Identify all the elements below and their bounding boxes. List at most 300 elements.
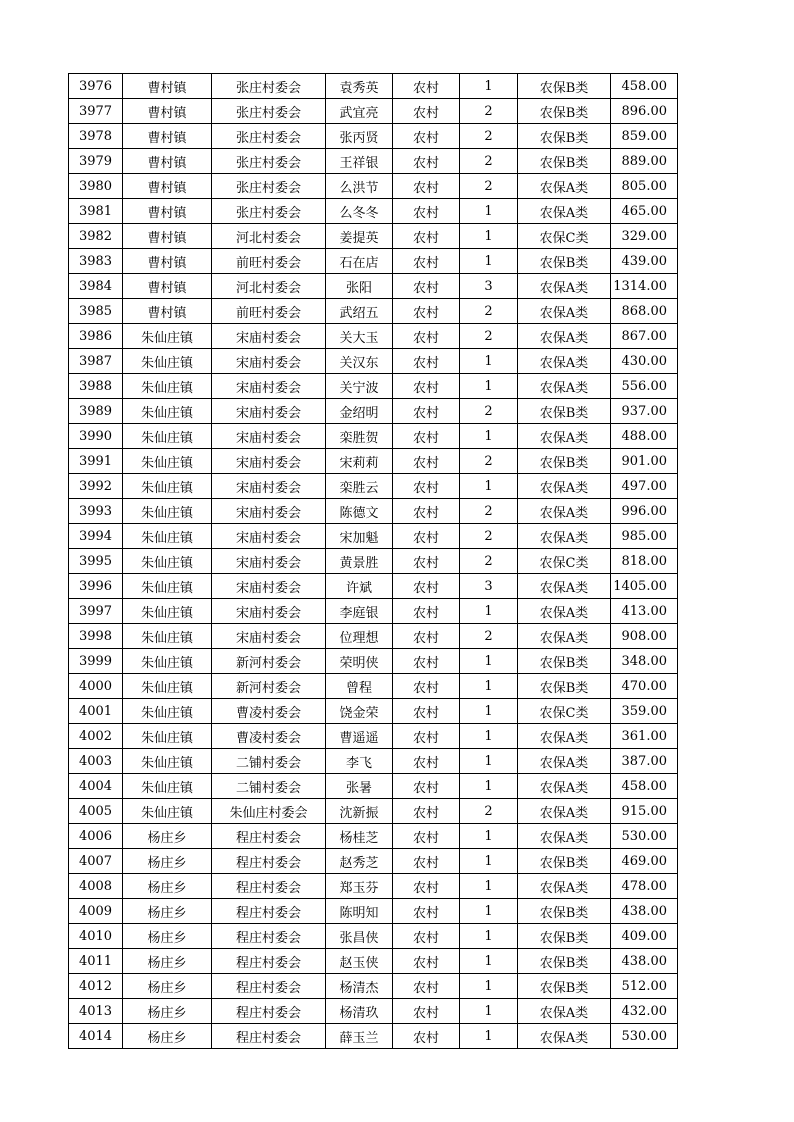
person-name-cell: 陈德文 [326,499,393,524]
person-name-cell: 曾程 [326,674,393,699]
row-number-cell: 3980 [69,174,123,199]
town-cell: 朱仙庄镇 [123,474,212,499]
insurance-class-cell: 农保B类 [518,674,611,699]
town-cell: 曹村镇 [123,299,212,324]
amount-cell: 530.00 [611,1024,678,1049]
insurance-class-cell: 农保B类 [518,249,611,274]
town-cell: 曹村镇 [123,249,212,274]
area-type-cell: 农村 [393,624,460,649]
person-name-cell: 关汉东 [326,349,393,374]
town-cell: 朱仙庄镇 [123,599,212,624]
amount-cell: 469.00 [611,849,678,874]
household-count-cell: 2 [460,799,518,824]
table-row [69,724,678,749]
row-number-cell: 3982 [69,224,123,249]
amount-cell: 361.00 [611,724,678,749]
person-name-cell: 位理想 [326,624,393,649]
town-cell: 朱仙庄镇 [123,324,212,349]
area-type-cell: 农村 [393,574,460,599]
amount-cell: 530.00 [611,824,678,849]
insurance-class-cell: 农保A类 [518,824,611,849]
amount-cell: 432.00 [611,999,678,1024]
town-cell: 曹村镇 [123,274,212,299]
insurance-class-cell: 农保A类 [518,324,611,349]
household-count-cell: 2 [460,149,518,174]
household-count-cell: 1 [460,224,518,249]
town-cell: 朱仙庄镇 [123,674,212,699]
amount-cell: 488.00 [611,424,678,449]
person-name-cell: 杨清杰 [326,974,393,999]
household-count-cell: 1 [460,924,518,949]
amount-cell: 818.00 [611,549,678,574]
row-number-cell: 3989 [69,399,123,424]
household-count-cell: 1 [460,774,518,799]
amount-cell: 430.00 [611,349,678,374]
row-number-cell: 3993 [69,499,123,524]
area-type-cell: 农村 [393,324,460,349]
household-count-cell: 3 [460,574,518,599]
village-committee-cell: 朱仙庄村委会 [212,799,326,824]
row-number-cell: 3997 [69,599,123,624]
village-committee-cell: 程庄村委会 [212,899,326,924]
household-count-cell: 2 [460,324,518,349]
village-committee-cell: 宋庙村委会 [212,349,326,374]
row-number-cell: 4008 [69,874,123,899]
table-row [69,824,678,849]
row-number-cell: 3977 [69,99,123,124]
area-type-cell: 农村 [393,749,460,774]
amount-cell: 439.00 [611,249,678,274]
town-cell: 杨庄乡 [123,874,212,899]
row-number-cell: 4003 [69,749,123,774]
insurance-class-cell: 农保A类 [518,999,611,1024]
town-cell: 朱仙庄镇 [123,699,212,724]
table-row [69,849,678,874]
household-count-cell: 1 [460,724,518,749]
village-committee-cell: 新河村委会 [212,674,326,699]
village-committee-cell: 程庄村委会 [212,824,326,849]
table-row [69,524,678,549]
village-committee-cell: 宋庙村委会 [212,549,326,574]
insurance-class-cell: 农保A类 [518,799,611,824]
row-number-cell: 4005 [69,799,123,824]
insurance-class-cell: 农保B类 [518,924,611,949]
town-cell: 杨庄乡 [123,999,212,1024]
table-row [69,99,678,124]
person-name-cell: 赵玉侠 [326,949,393,974]
row-number-cell: 4014 [69,1024,123,1049]
village-committee-cell: 新河村委会 [212,649,326,674]
area-type-cell: 农村 [393,899,460,924]
person-name-cell: 杨桂芝 [326,824,393,849]
area-type-cell: 农村 [393,424,460,449]
amount-cell: 867.00 [611,324,678,349]
village-committee-cell: 张庄村委会 [212,99,326,124]
row-number-cell: 4011 [69,949,123,974]
insurance-class-cell: 农保A类 [518,474,611,499]
town-cell: 杨庄乡 [123,824,212,849]
insurance-class-cell: 农保B类 [518,849,611,874]
town-cell: 朱仙庄镇 [123,424,212,449]
row-number-cell: 3984 [69,274,123,299]
area-type-cell: 农村 [393,349,460,374]
area-type-cell: 农村 [393,249,460,274]
person-name-cell: 李庭银 [326,599,393,624]
area-type-cell: 农村 [393,399,460,424]
village-committee-cell: 前旺村委会 [212,249,326,274]
town-cell: 杨庄乡 [123,949,212,974]
town-cell: 朱仙庄镇 [123,574,212,599]
insurance-class-cell: 农保B类 [518,149,611,174]
row-number-cell: 4013 [69,999,123,1024]
person-name-cell: 宋莉莉 [326,449,393,474]
table-row [69,1024,678,1049]
town-cell: 朱仙庄镇 [123,374,212,399]
area-type-cell: 农村 [393,199,460,224]
amount-cell: 937.00 [611,399,678,424]
person-name-cell: 饶金荣 [326,699,393,724]
table-row [69,699,678,724]
table-row [69,124,678,149]
village-committee-cell: 曹凌村委会 [212,724,326,749]
town-cell: 曹村镇 [123,149,212,174]
amount-cell: 901.00 [611,449,678,474]
person-name-cell: 张昌侠 [326,924,393,949]
town-cell: 朱仙庄镇 [123,549,212,574]
household-count-cell: 1 [460,249,518,274]
town-cell: 朱仙庄镇 [123,499,212,524]
table-row [69,674,678,699]
person-name-cell: 张阳 [326,274,393,299]
person-name-cell: 薛玉兰 [326,1024,393,1049]
amount-cell: 896.00 [611,99,678,124]
insurance-class-cell: 农保B类 [518,99,611,124]
table-row [69,399,678,424]
table-row [69,224,678,249]
insurance-class-cell: 农保C类 [518,549,611,574]
town-cell: 杨庄乡 [123,974,212,999]
amount-cell: 985.00 [611,524,678,549]
table-row [69,249,678,274]
area-type-cell: 农村 [393,999,460,1024]
amount-cell: 805.00 [611,174,678,199]
village-committee-cell: 张庄村委会 [212,174,326,199]
row-number-cell: 3998 [69,624,123,649]
amount-cell: 996.00 [611,499,678,524]
area-type-cell: 农村 [393,74,460,99]
person-name-cell: 郑玉芬 [326,874,393,899]
amount-cell: 556.00 [611,374,678,399]
village-committee-cell: 宋庙村委会 [212,474,326,499]
row-number-cell: 4002 [69,724,123,749]
row-number-cell: 3983 [69,249,123,274]
town-cell: 朱仙庄镇 [123,624,212,649]
village-committee-cell: 河北村委会 [212,224,326,249]
village-committee-cell: 程庄村委会 [212,974,326,999]
row-number-cell: 4000 [69,674,123,699]
row-number-cell: 4012 [69,974,123,999]
household-count-cell: 1 [460,374,518,399]
village-committee-cell: 宋庙村委会 [212,374,326,399]
row-number-cell: 3988 [69,374,123,399]
town-cell: 曹村镇 [123,124,212,149]
household-count-cell: 1 [460,1024,518,1049]
town-cell: 杨庄乡 [123,924,212,949]
table-row [69,424,678,449]
row-number-cell: 3985 [69,299,123,324]
row-number-cell: 3987 [69,349,123,374]
amount-cell: 359.00 [611,699,678,724]
table-row [69,274,678,299]
person-name-cell: 么洪节 [326,174,393,199]
town-cell: 朱仙庄镇 [123,399,212,424]
village-committee-cell: 程庄村委会 [212,999,326,1024]
amount-cell: 329.00 [611,224,678,249]
town-cell: 曹村镇 [123,224,212,249]
insurance-class-cell: 农保A类 [518,599,611,624]
household-count-cell: 2 [460,624,518,649]
town-cell: 曹村镇 [123,99,212,124]
row-number-cell: 4009 [69,899,123,924]
table-row [69,499,678,524]
amount-cell: 458.00 [611,774,678,799]
village-committee-cell: 张庄村委会 [212,124,326,149]
amount-cell: 470.00 [611,674,678,699]
row-number-cell: 3978 [69,124,123,149]
village-committee-cell: 二铺村委会 [212,774,326,799]
amount-cell: 868.00 [611,299,678,324]
area-type-cell: 农村 [393,224,460,249]
area-type-cell: 农村 [393,174,460,199]
village-committee-cell: 宋庙村委会 [212,624,326,649]
household-count-cell: 1 [460,599,518,624]
insurance-class-cell: 农保A类 [518,374,611,399]
insurance-class-cell: 农保A类 [518,524,611,549]
table-body [69,74,678,1049]
amount-cell: 859.00 [611,124,678,149]
household-count-cell: 1 [460,74,518,99]
area-type-cell: 农村 [393,149,460,174]
person-name-cell: 姜提英 [326,224,393,249]
table-row [69,599,678,624]
person-name-cell: 荣明侠 [326,649,393,674]
insurance-class-cell: 农保A类 [518,749,611,774]
table-row [69,174,678,199]
insurance-class-cell: 农保A类 [518,299,611,324]
area-type-cell: 农村 [393,499,460,524]
insurance-class-cell: 农保B类 [518,449,611,474]
table-row [69,774,678,799]
amount-cell: 889.00 [611,149,678,174]
person-name-cell: 袁秀英 [326,74,393,99]
area-type-cell: 农村 [393,374,460,399]
person-name-cell: 武绍五 [326,299,393,324]
village-committee-cell: 张庄村委会 [212,74,326,99]
insurance-class-cell: 农保B类 [518,649,611,674]
village-committee-cell: 宋庙村委会 [212,499,326,524]
amount-cell: 908.00 [611,624,678,649]
town-cell: 杨庄乡 [123,1024,212,1049]
village-committee-cell: 前旺村委会 [212,299,326,324]
table-row [69,974,678,999]
insurance-class-cell: 农保B类 [518,974,611,999]
insurance-class-cell: 农保A类 [518,724,611,749]
person-name-cell: 栾胜贺 [326,424,393,449]
person-name-cell: 杨清玖 [326,999,393,1024]
table-row [69,924,678,949]
amount-cell: 478.00 [611,874,678,899]
insurance-class-cell: 农保B类 [518,74,611,99]
insurance-class-cell: 农保B类 [518,124,611,149]
town-cell: 朱仙庄镇 [123,724,212,749]
person-name-cell: 曹遥遥 [326,724,393,749]
row-number-cell: 4006 [69,824,123,849]
household-count-cell: 3 [460,274,518,299]
table-row [69,649,678,674]
insurance-class-cell: 农保A类 [518,624,611,649]
area-type-cell: 农村 [393,99,460,124]
household-count-cell: 2 [460,174,518,199]
town-cell: 朱仙庄镇 [123,799,212,824]
table-row [69,199,678,224]
insurance-class-cell: 农保A类 [518,574,611,599]
household-count-cell: 1 [460,999,518,1024]
household-count-cell: 2 [460,524,518,549]
village-committee-cell: 河北村委会 [212,274,326,299]
insurance-class-cell: 农保A类 [518,774,611,799]
household-count-cell: 2 [460,99,518,124]
table-row [69,799,678,824]
insurance-class-cell: 农保A类 [518,874,611,899]
town-cell: 朱仙庄镇 [123,649,212,674]
table-row [69,299,678,324]
insurance-class-cell: 农保A类 [518,499,611,524]
row-number-cell: 3994 [69,524,123,549]
area-type-cell: 农村 [393,274,460,299]
village-committee-cell: 宋庙村委会 [212,424,326,449]
person-name-cell: 么冬冬 [326,199,393,224]
village-committee-cell: 宋庙村委会 [212,449,326,474]
insurance-class-cell: 农保A类 [518,349,611,374]
amount-cell: 348.00 [611,649,678,674]
town-cell: 朱仙庄镇 [123,749,212,774]
area-type-cell: 农村 [393,524,460,549]
household-count-cell: 2 [460,549,518,574]
person-name-cell: 栾胜云 [326,474,393,499]
person-name-cell: 黄景胜 [326,549,393,574]
row-number-cell: 3996 [69,574,123,599]
village-committee-cell: 张庄村委会 [212,149,326,174]
person-name-cell: 关宁波 [326,374,393,399]
village-committee-cell: 程庄村委会 [212,849,326,874]
area-type-cell: 农村 [393,649,460,674]
table-row [69,449,678,474]
person-name-cell: 张暑 [326,774,393,799]
table-row [69,149,678,174]
household-count-cell: 1 [460,699,518,724]
village-committee-cell: 宋庙村委会 [212,399,326,424]
insurance-class-cell: 农保A类 [518,1024,611,1049]
household-count-cell: 1 [460,424,518,449]
person-name-cell: 关大玉 [326,324,393,349]
table-row [69,74,678,99]
town-cell: 朱仙庄镇 [123,524,212,549]
village-committee-cell: 二铺村委会 [212,749,326,774]
amount-cell: 438.00 [611,899,678,924]
amount-cell: 1405.00 [611,574,678,599]
area-type-cell: 农村 [393,849,460,874]
area-type-cell: 农村 [393,974,460,999]
insurance-class-cell: 农保B类 [518,399,611,424]
person-name-cell: 宋加魁 [326,524,393,549]
area-type-cell: 农村 [393,774,460,799]
area-type-cell: 农村 [393,674,460,699]
area-type-cell: 农村 [393,474,460,499]
person-name-cell: 武宜亮 [326,99,393,124]
area-type-cell: 农村 [393,949,460,974]
village-committee-cell: 张庄村委会 [212,199,326,224]
insurance-class-cell: 农保A类 [518,274,611,299]
household-count-cell: 1 [460,849,518,874]
household-count-cell: 1 [460,749,518,774]
town-cell: 杨庄乡 [123,849,212,874]
village-committee-cell: 程庄村委会 [212,1024,326,1049]
household-count-cell: 1 [460,674,518,699]
area-type-cell: 农村 [393,824,460,849]
village-committee-cell: 曹凌村委会 [212,699,326,724]
town-cell: 杨庄乡 [123,899,212,924]
person-name-cell: 金绍明 [326,399,393,424]
table-row [69,474,678,499]
amount-cell: 465.00 [611,199,678,224]
insurance-class-cell: 农保B类 [518,899,611,924]
row-number-cell: 4001 [69,699,123,724]
insurance-class-cell: 农保C类 [518,699,611,724]
household-count-cell: 1 [460,949,518,974]
area-type-cell: 农村 [393,124,460,149]
area-type-cell: 农村 [393,799,460,824]
row-number-cell: 3995 [69,549,123,574]
household-count-cell: 2 [460,399,518,424]
person-name-cell: 赵秀芝 [326,849,393,874]
village-committee-cell: 程庄村委会 [212,874,326,899]
village-committee-cell: 宋庙村委会 [212,524,326,549]
area-type-cell: 农村 [393,874,460,899]
table-row [69,574,678,599]
household-count-cell: 2 [460,124,518,149]
area-type-cell: 农村 [393,599,460,624]
row-number-cell: 3990 [69,424,123,449]
row-number-cell: 4007 [69,849,123,874]
amount-cell: 915.00 [611,799,678,824]
household-count-cell: 2 [460,299,518,324]
row-number-cell: 3991 [69,449,123,474]
table-row [69,624,678,649]
village-committee-cell: 宋庙村委会 [212,574,326,599]
person-name-cell: 李飞 [326,749,393,774]
area-type-cell: 农村 [393,549,460,574]
person-name-cell: 王祥银 [326,149,393,174]
town-cell: 曹村镇 [123,174,212,199]
table-row [69,949,678,974]
table-row [69,324,678,349]
amount-cell: 458.00 [611,74,678,99]
village-committee-cell: 宋庙村委会 [212,599,326,624]
row-number-cell: 4010 [69,924,123,949]
table-row [69,874,678,899]
town-cell: 朱仙庄镇 [123,774,212,799]
household-count-cell: 1 [460,349,518,374]
